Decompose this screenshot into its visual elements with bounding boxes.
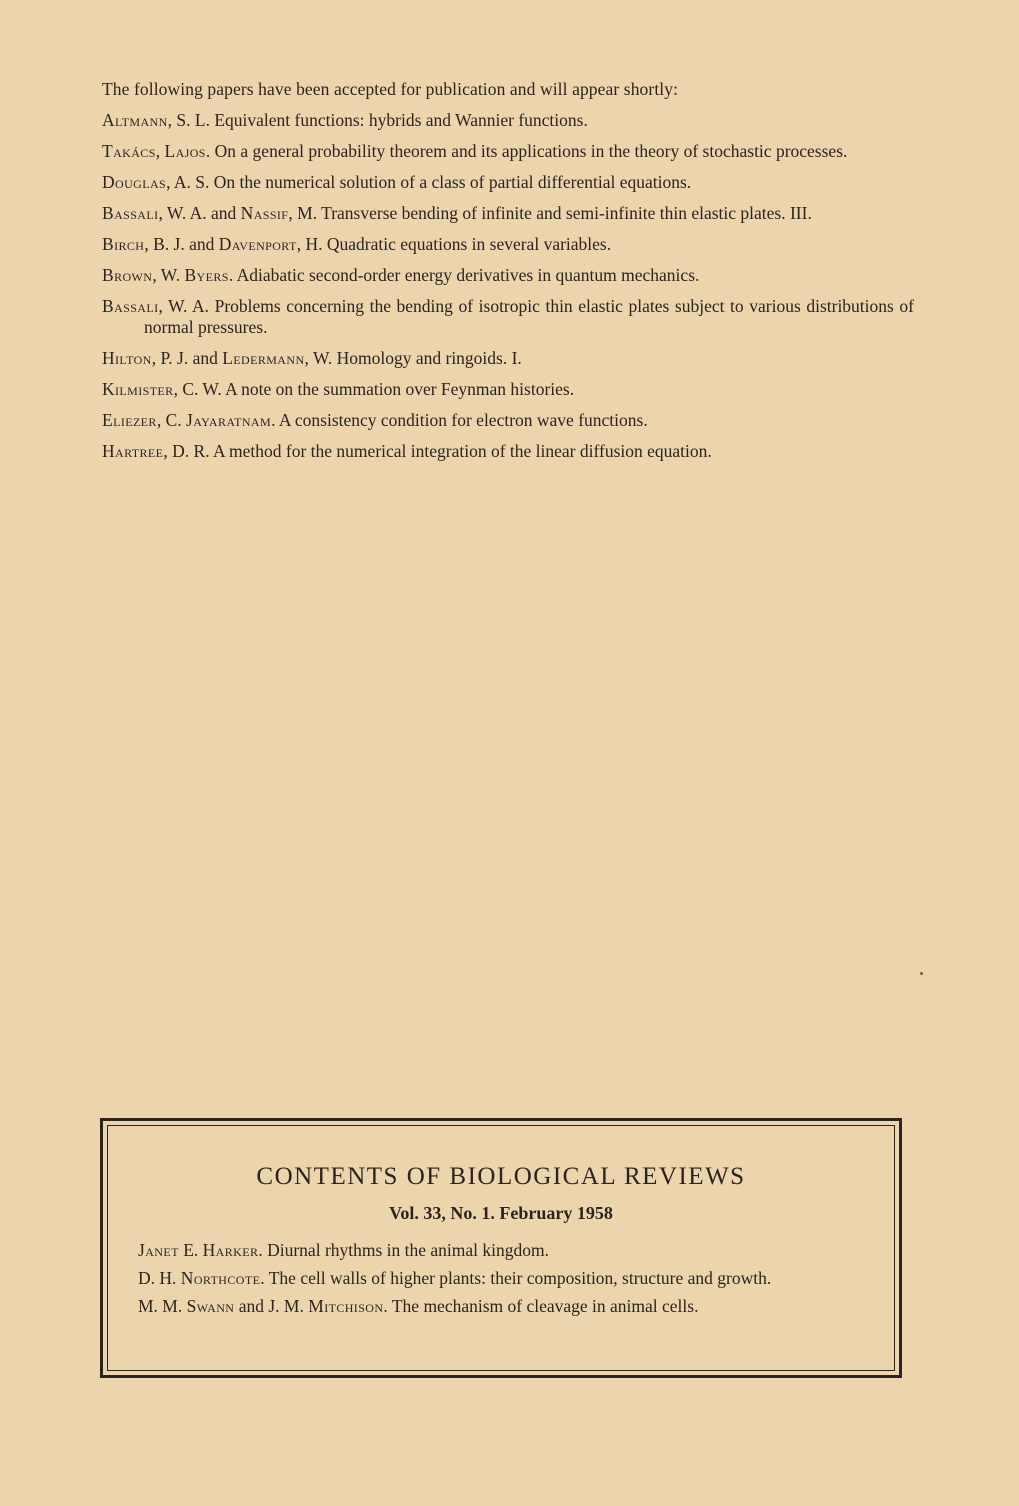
entry-text: , A. S. On the numerical solution of a class of partial differential equations. (166, 172, 692, 192)
accepted-entry (102, 296, 914, 338)
author-name: Byers (184, 265, 229, 285)
accepted-entry (102, 348, 914, 369)
entry-text: . The cell walls of higher plants: their composition, structure and growth. (260, 1268, 772, 1288)
entry-text: , P. J. and (151, 348, 223, 368)
entry-text: . On a general probability theorem and its applications in the theory of stochastic processes. (205, 141, 848, 161)
contents-box (100, 1118, 902, 1378)
accepted-entry (102, 441, 914, 462)
contents-entry (138, 1296, 864, 1317)
contents-title: CONTENTS OF BIOLOGICAL REVIEWS (256, 1163, 746, 1190)
entry-text: , W. A. Problems concerning the bending of isotropic thin elastic plates subject to various distributions of normal pressures. (144, 296, 914, 337)
author-name: Lajos (164, 141, 206, 161)
author-name: Northcote (180, 1268, 261, 1288)
author-name: Douglas (102, 172, 167, 192)
author-name: Altmann (102, 110, 168, 130)
entry-text: . A consistency condition for electron wave functions. (271, 410, 648, 430)
entry-text: , W. Homology and ringoids. I. (304, 348, 522, 368)
entry-text: , C. (156, 410, 186, 430)
author-name: Jayaratnam (186, 410, 272, 430)
entry-text: , B. J. and (144, 234, 219, 254)
author-name: Hartree (102, 441, 164, 461)
entry-text: , H. Quadratic equations in several variables. (296, 234, 612, 254)
author-name: Harker (202, 1240, 259, 1260)
author-initials: M. M. (138, 1296, 187, 1316)
entry-text: and J. M. (234, 1296, 309, 1316)
contents-entry (138, 1240, 864, 1261)
accepted-papers-section (102, 78, 914, 472)
entry-text: , (155, 141, 165, 161)
accepted-entry (102, 410, 914, 431)
entry-text: , W. A. and (158, 203, 241, 223)
author-name: Ledermann (222, 348, 305, 368)
author-name: Swann (186, 1296, 235, 1316)
accepted-intro: The following papers have been accepted for publication and will appear shortly: (102, 79, 679, 99)
author-name: Kilmister (102, 379, 174, 399)
entry-text: , D. R. A method for the numerical integration of the linear diffusion equation. (163, 441, 712, 461)
accepted-entry (102, 110, 914, 131)
paper-speck (920, 972, 923, 975)
author-name: Bassali (102, 203, 159, 223)
entry-text: E. (178, 1240, 203, 1260)
author-name: Brown (102, 265, 153, 285)
author-name: Birch (102, 234, 145, 254)
contents-inner-frame (107, 1125, 895, 1371)
accepted-entry (102, 172, 914, 193)
accepted-entry (102, 203, 914, 224)
entry-text: . Diurnal rhythms in the animal kingdom. (258, 1240, 550, 1260)
contents-issue-line: Vol. 33, No. 1. February 1958 (389, 1203, 613, 1223)
author-name: Davenport (218, 234, 297, 254)
author-initials: D. H. (138, 1268, 181, 1288)
author-name: Takács (102, 141, 156, 161)
accepted-entry (102, 379, 914, 400)
entry-text: , M. Transverse bending of infinite and semi-infinite thin elastic plates. III. (288, 203, 812, 223)
accepted-entry (102, 234, 914, 255)
author-name: Nassif (240, 203, 289, 223)
author-name: Mitchison (308, 1296, 384, 1316)
entry-text: , W. (152, 265, 185, 285)
entry-text: , C. W. A note on the summation over Feynman histories. (173, 379, 575, 399)
entry-text: . The mechanism of cleavage in animal cells. (383, 1296, 699, 1316)
author-name: Janet (138, 1240, 179, 1260)
entry-text: , S. L. Equivalent functions: hybrids and Wannier functions. (167, 110, 588, 130)
contents-entry (138, 1268, 864, 1289)
author-name: Bassali (102, 296, 159, 316)
entry-text: . Adiabatic second-order energy derivatives in quantum mechanics. (228, 265, 700, 285)
accepted-entry (102, 141, 914, 162)
author-name: Eliezer (102, 410, 157, 430)
author-name: Hilton (102, 348, 152, 368)
accepted-entry (102, 265, 914, 286)
